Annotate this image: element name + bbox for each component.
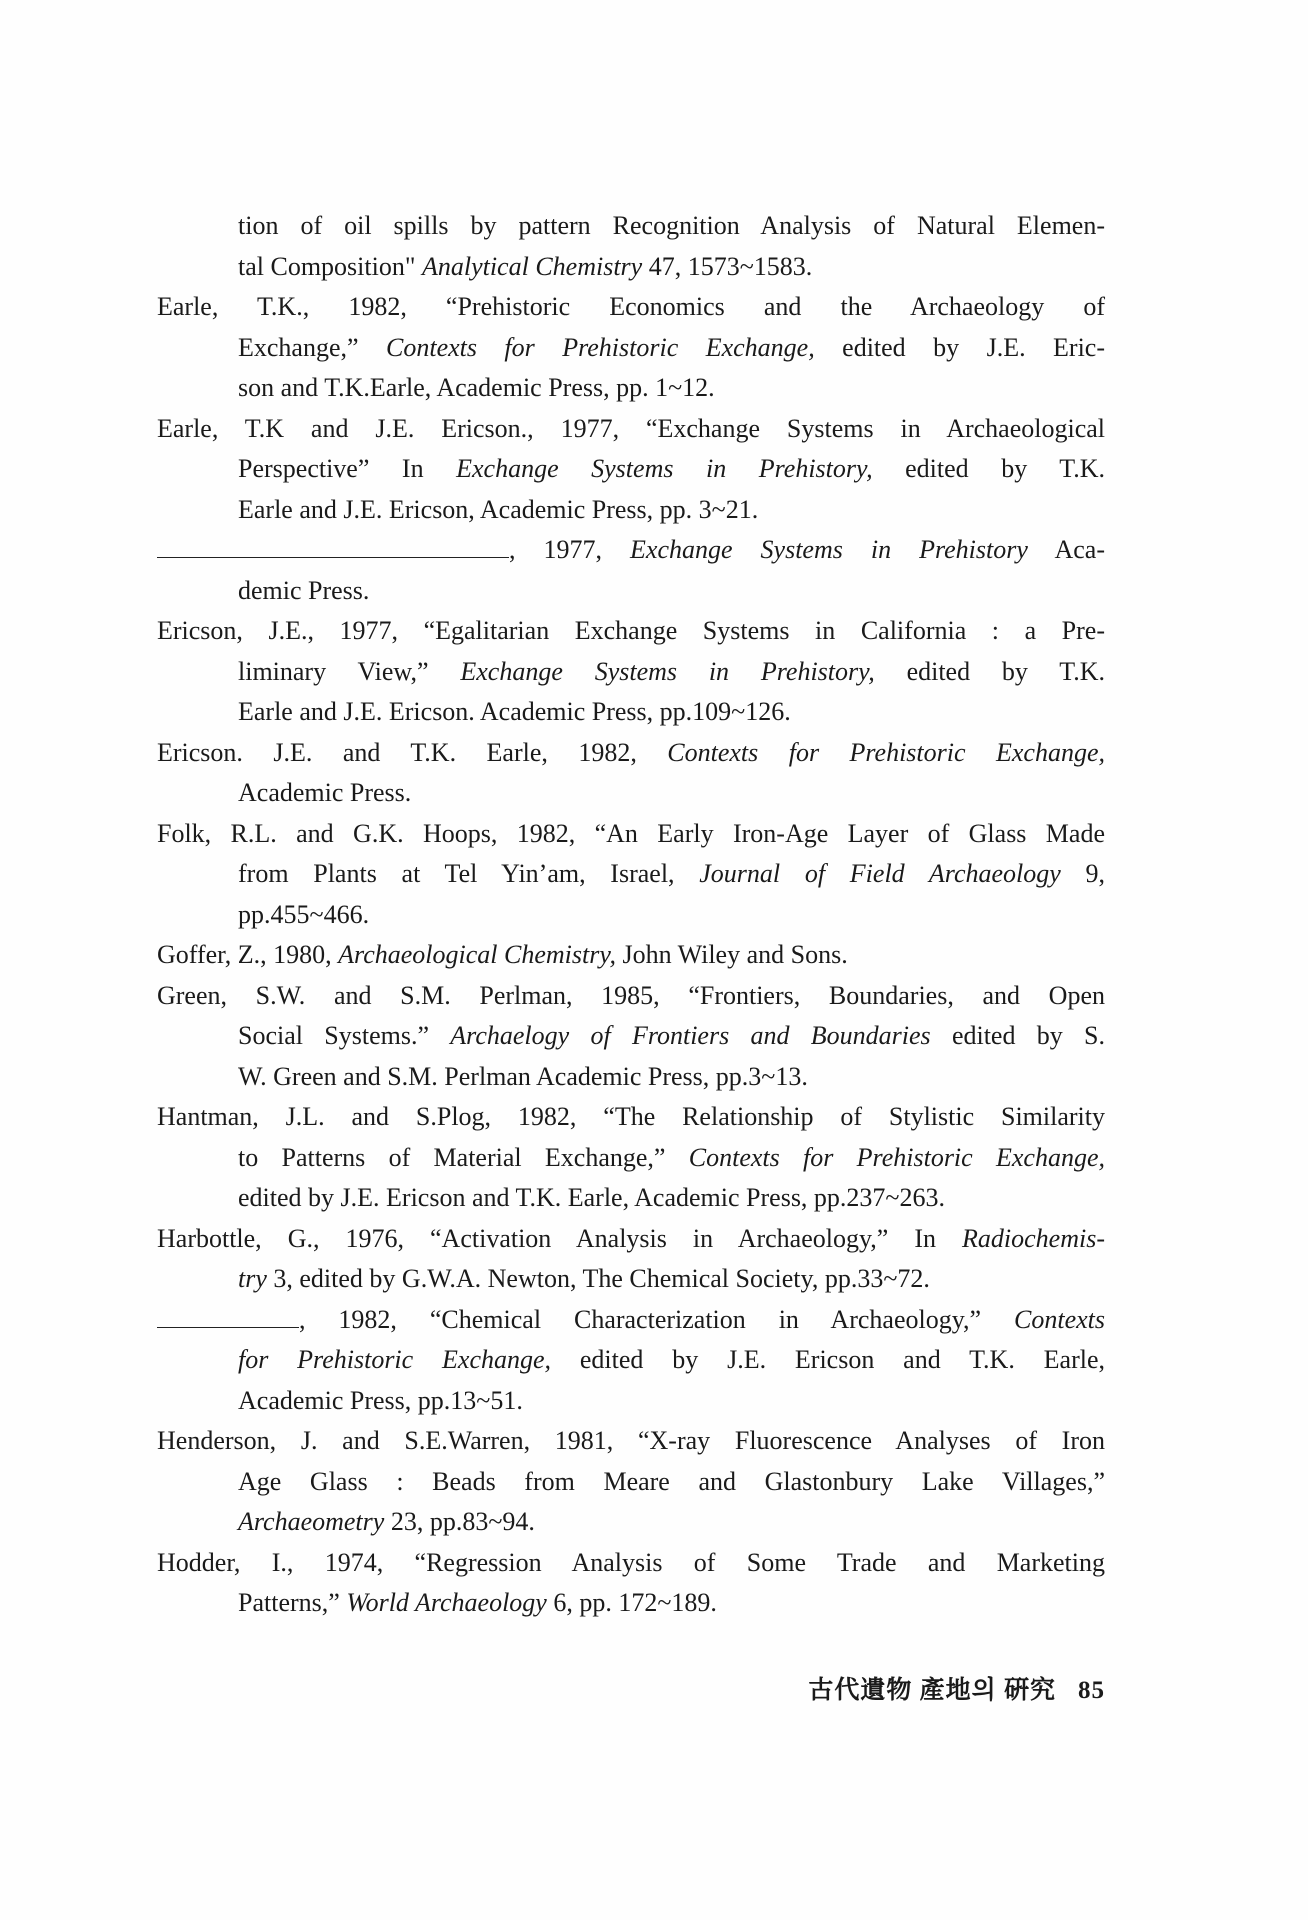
reference-line	[238, 449, 1105, 490]
reference-text: Harbottle, G., 1976, “Activation Analysis in Archaeology,” In	[157, 1223, 963, 1253]
reference-entry	[157, 409, 1105, 531]
reference-text: , 1982, “Chemical Characterization in Archaeology,”	[299, 1304, 1014, 1334]
reference-text: 6, pp. 172~189.	[546, 1588, 717, 1617]
reference-line	[238, 490, 1105, 531]
reference-text: Academic Press, pp.13~51.	[238, 1385, 523, 1415]
reference-line	[157, 814, 1105, 855]
italic-title: Exchange Systems in Prehistory,	[456, 454, 873, 483]
ditto-rule	[157, 1301, 299, 1328]
reference-line	[157, 287, 1105, 328]
italic-title: Contexts	[1014, 1304, 1105, 1334]
reference-text: Patterns,”	[238, 1588, 347, 1617]
reference-text: Aca-	[1027, 535, 1105, 564]
reference-line	[157, 1219, 1105, 1260]
reference-text: Hodder, I., 1974, “Regression Analysis of Some Trade and Marketing	[157, 1547, 1105, 1577]
reference-line	[157, 976, 1105, 1017]
reference-line	[157, 409, 1105, 450]
reference-line	[238, 1178, 1105, 1219]
reference-line	[157, 530, 1105, 571]
reference-line	[238, 692, 1105, 733]
reference-line	[238, 895, 1105, 936]
page-number: 85	[1078, 1677, 1105, 1704]
reference-entry	[157, 530, 1105, 611]
reference-text: Earle, T.K and J.E. Ericson., 1977, “Exchange Systems in Archaeological	[157, 413, 1105, 443]
reference-entry	[157, 1300, 1105, 1422]
reference-entry	[157, 814, 1105, 936]
reference-text: tal Composition"	[238, 251, 422, 281]
reference-line	[157, 733, 1105, 774]
reference-entry	[157, 287, 1105, 409]
reference-text: to Patterns of Material Exchange,”	[238, 1142, 689, 1172]
reference-entry	[157, 611, 1105, 733]
italic-title: Contexts for Prehistoric Exchange,	[386, 332, 815, 362]
reference-text: Goffer, Z., 1980,	[157, 940, 339, 969]
reference-text: Age Glass : Beads from Meare and Glastonbury Lake Villages,”	[238, 1466, 1105, 1496]
reference-line	[157, 1543, 1105, 1584]
reference-line	[157, 611, 1105, 652]
reference-line	[157, 1421, 1105, 1462]
reference-text: pp.455~466.	[238, 899, 370, 929]
reference-text: demic Press.	[238, 575, 370, 605]
reference-text: 23, pp.83~94.	[384, 1507, 535, 1536]
italic-title: World Archaeology	[346, 1588, 547, 1617]
reference-text: edited by J.E. Eric-	[814, 332, 1105, 362]
reference-text: Academic Press.	[238, 778, 412, 807]
reference-text: Ericson, J.E., 1977, “Egalitarian Exchange Systems in California : a Pre-	[157, 616, 1105, 645]
ditto-rule	[157, 531, 509, 558]
reference-text: W. Green and S.M. Perlman Academic Press, pp.3~13.	[238, 1061, 808, 1091]
reference-text: Earle and J.E. Ericson, Academic Press, pp. 3~21.	[238, 494, 759, 524]
reference-line	[238, 1381, 1105, 1422]
italic-title: Contexts for Prehistoric Exchange,	[667, 737, 1105, 767]
italic-title: try	[238, 1264, 267, 1293]
reference-line	[157, 1097, 1105, 1138]
reference-text: edited by J.E. Ericson and T.K. Earle,	[551, 1345, 1105, 1374]
reference-text: edited by S.	[930, 1021, 1105, 1050]
reference-line	[238, 1138, 1105, 1179]
reference-text: Social Systems.”	[238, 1021, 451, 1050]
reference-line	[238, 206, 1105, 247]
page-footer	[808, 1670, 1105, 1706]
reference-line	[238, 328, 1105, 369]
reference-text: , 1977,	[509, 535, 631, 564]
reference-line	[238, 1583, 1105, 1624]
reference-line	[238, 247, 1105, 288]
italic-title: Archaeometry	[238, 1507, 385, 1536]
italic-title: Radiochemis-	[962, 1223, 1105, 1253]
reference-list	[157, 206, 1105, 1624]
reference-line	[238, 368, 1105, 409]
reference-text: John Wiley and Sons.	[615, 940, 848, 969]
reference-text: Earle, T.K., 1982, “Prehistoric Economics and the Archaeology of	[157, 292, 1105, 321]
reference-text: Hantman, J.L. and S.Plog, 1982, “The Relationship of Stylistic Similarity	[157, 1102, 1105, 1131]
reference-entry	[157, 206, 1105, 287]
reference-text: from Plants at Tel Yin’am, Israel,	[238, 859, 700, 888]
reference-text: liminary View,”	[238, 656, 461, 686]
reference-line	[238, 652, 1105, 693]
reference-text: 3, edited by G.W.A. Newton, The Chemical Society, pp.33~72.	[266, 1264, 930, 1293]
italic-title: Exchange Systems in Prehistory	[630, 535, 1028, 564]
reference-line	[238, 1057, 1105, 1098]
reference-text: Henderson, J. and S.E.Warren, 1981, “X-ray Fluorescence Analyses of Iron	[157, 1426, 1105, 1455]
italic-title: Analytical Chemistry	[421, 251, 643, 281]
reference-entry	[157, 976, 1105, 1098]
reference-line	[157, 1300, 1105, 1341]
reference-entry	[157, 935, 1105, 976]
reference-line	[238, 1502, 1105, 1543]
reference-line	[238, 1462, 1105, 1503]
reference-entry	[157, 1543, 1105, 1624]
reference-text: tion of oil spills by pattern Recognition Analysis of Natural Elemen-	[238, 211, 1105, 240]
reference-entry	[157, 1097, 1105, 1219]
italic-title: Contexts for Prehistoric Exchange,	[688, 1142, 1105, 1172]
reference-text: Perspective” In	[238, 454, 457, 483]
reference-line	[157, 935, 1105, 976]
reference-line	[238, 1340, 1105, 1381]
reference-entry	[157, 1421, 1105, 1543]
reference-text: Green, S.W. and S.M. Perlman, 1985, “Frontiers, Boundaries, and Open	[157, 980, 1105, 1010]
reference-text: 47, 1573~1583.	[642, 251, 813, 281]
reference-text: Folk, R.L. and G.K. Hoops, 1982, “An Early Iron-Age Layer of Glass Made	[157, 818, 1105, 848]
reference-line	[238, 1016, 1105, 1057]
italic-title: Exchange Systems in Prehistory,	[460, 656, 875, 686]
reference-line	[238, 854, 1105, 895]
italic-title: Archaelogy of Frontiers and Boundaries	[450, 1021, 931, 1050]
reference-text: edited by T.K.	[872, 454, 1105, 483]
italic-title: Journal of Field Archaeology	[699, 859, 1061, 888]
reference-text: 9,	[1060, 859, 1106, 888]
reference-text: son and T.K.Earle, Academic Press, pp. 1~12.	[238, 373, 715, 402]
reference-text: Exchange,”	[238, 332, 386, 362]
italic-title: Archaeological Chemistry,	[338, 940, 616, 969]
reference-text: edited by J.E. Ericson and T.K. Earle, Academic Press, pp.237~263.	[238, 1183, 946, 1212]
reference-text: Earle and J.E. Ericson. Academic Press, pp.109~126.	[238, 697, 791, 726]
reference-text: Ericson. J.E. and T.K. Earle, 1982,	[157, 737, 668, 767]
reference-line	[238, 1259, 1105, 1300]
reference-entry	[157, 1219, 1105, 1300]
reference-text: edited by T.K.	[874, 656, 1105, 686]
running-title: 古代遺物 產地의 硏究	[808, 1677, 1056, 1704]
reference-line	[238, 773, 1105, 814]
italic-title: for Prehistoric Exchange,	[238, 1345, 552, 1374]
reference-line	[238, 571, 1105, 612]
reference-entry	[157, 733, 1105, 814]
